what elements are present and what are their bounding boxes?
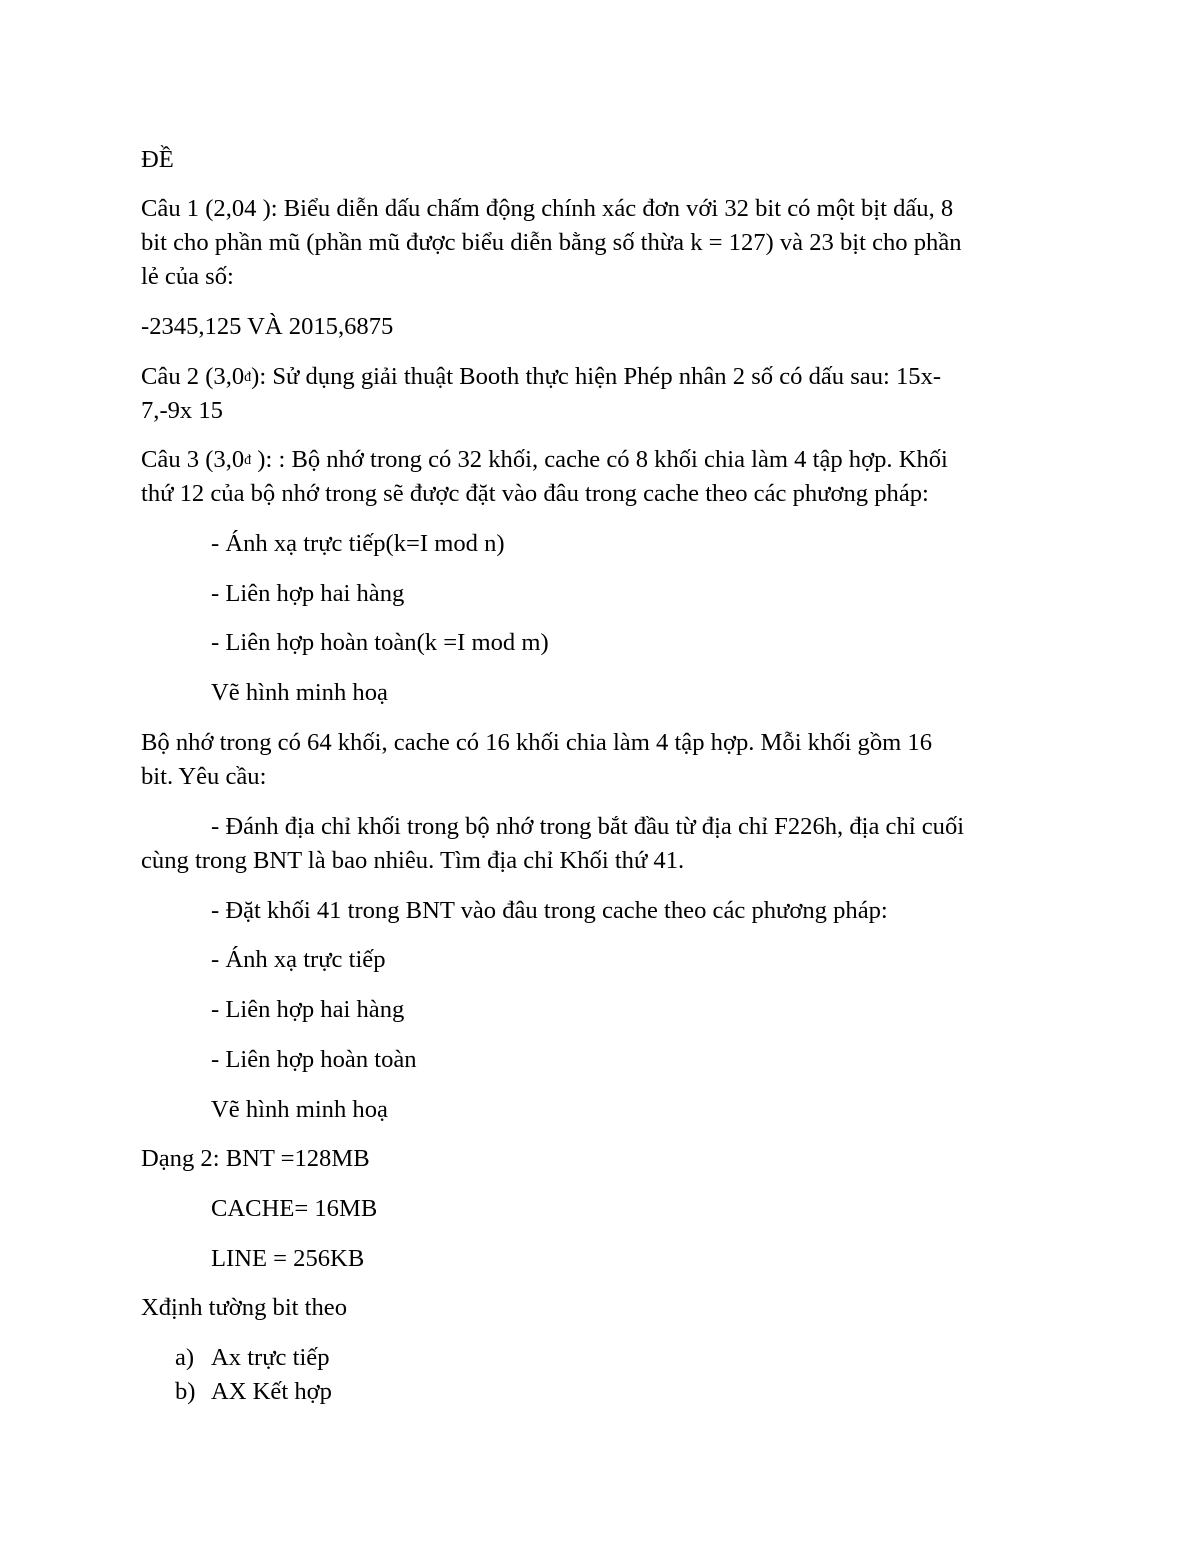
question-3-item: - Liên hợp hoàn toàn(k =I mod m) <box>211 629 549 656</box>
question-1-line-1: Câu 1 (2,04 ): Biểu diễn dấu chấm động chính xác đơn với 32 bit có một bịt dấu, 8 <box>141 195 954 222</box>
question-3-line-1 <box>141 443 1056 477</box>
form-2-line: LINE = 256KB <box>211 1245 365 1272</box>
form-2-cache: CACHE= 16MB <box>211 1195 378 1222</box>
list-item <box>175 1375 332 1408</box>
question-4-address-line-1: - Đánh địa chỉ khối trong bộ nhớ trong bắt đầu từ địa chỉ F226h, địa chỉ cuối <box>211 813 965 840</box>
question-1-numbers: -2345,125 VÀ 2015,6875 <box>141 313 394 340</box>
question-4-address-line-2: cùng trong BNT là bao nhiêu. Tìm địa chỉ Khối thứ 41. <box>141 847 685 874</box>
question-1-line-2: bit cho phần mũ (phần mũ được biểu diễn bằng số thừa k = 127) và 23 bịt cho phần <box>141 229 962 256</box>
list-text: Ax trực tiếp <box>211 1344 330 1371</box>
list-item <box>175 1341 330 1374</box>
question-3-line-2: thứ 12 của bộ nhớ trong sẽ được đặt vào đâu trong cache theo các phương pháp: <box>141 480 929 507</box>
question-4-item: - Đặt khối 41 trong BNT vào đâu trong cache theo các phương pháp: <box>211 897 888 924</box>
list-marker: a) <box>175 1344 195 1371</box>
question-2-lead: Câu 2 (3,0 <box>141 363 245 390</box>
list-text: AX Kết hợp <box>211 1378 332 1405</box>
question-2-rest: ): Sử dụng giải thuật Booth thực hiện Phép nhân 2 số có dấu sau: 15x- <box>251 363 942 390</box>
question-3-lead: Câu 3 (3,0 <box>141 446 245 473</box>
question-3-item: - Liên hợp hai hàng <box>211 580 405 607</box>
question-3-rest: ): : Bộ nhớ trong có 32 khối, cache có 8 khối chia làm 4 tập hợp. Khối <box>251 446 948 473</box>
question-4-line-2: bit. Yêu cầu: <box>141 763 267 790</box>
form-2-title: Dạng 2: BNT =128MB <box>141 1145 370 1172</box>
list-marker: b) <box>175 1378 196 1405</box>
question-2-line-1 <box>141 360 1056 394</box>
question-2-line-2: 7,-9x 15 <box>141 397 223 424</box>
question-4-item: - Liên hợp hoàn toàn <box>211 1046 417 1073</box>
question-2-unit: đ <box>244 370 252 385</box>
form-2-task: Xđịnh tường bit theo <box>141 1294 347 1321</box>
question-4-line-1: Bộ nhớ trong có 64 khối, cache có 16 khối chia làm 4 tập hợp. Mỗi khối gồm 16 <box>141 729 933 756</box>
question-3-unit: đ <box>244 453 252 468</box>
question-4-item: - Ánh xạ trực tiếp <box>211 946 386 973</box>
question-4-item: Vẽ hình minh hoạ <box>211 1096 388 1123</box>
question-3-item: - Ánh xạ trực tiếp(k=I mod n) <box>211 530 505 557</box>
question-4-item: - Liên hợp hai hàng <box>211 996 405 1023</box>
question-1-line-3: lẻ của số: <box>141 263 234 290</box>
heading: ĐỀ <box>141 146 174 173</box>
question-3-item: Vẽ hình minh hoạ <box>211 679 388 706</box>
